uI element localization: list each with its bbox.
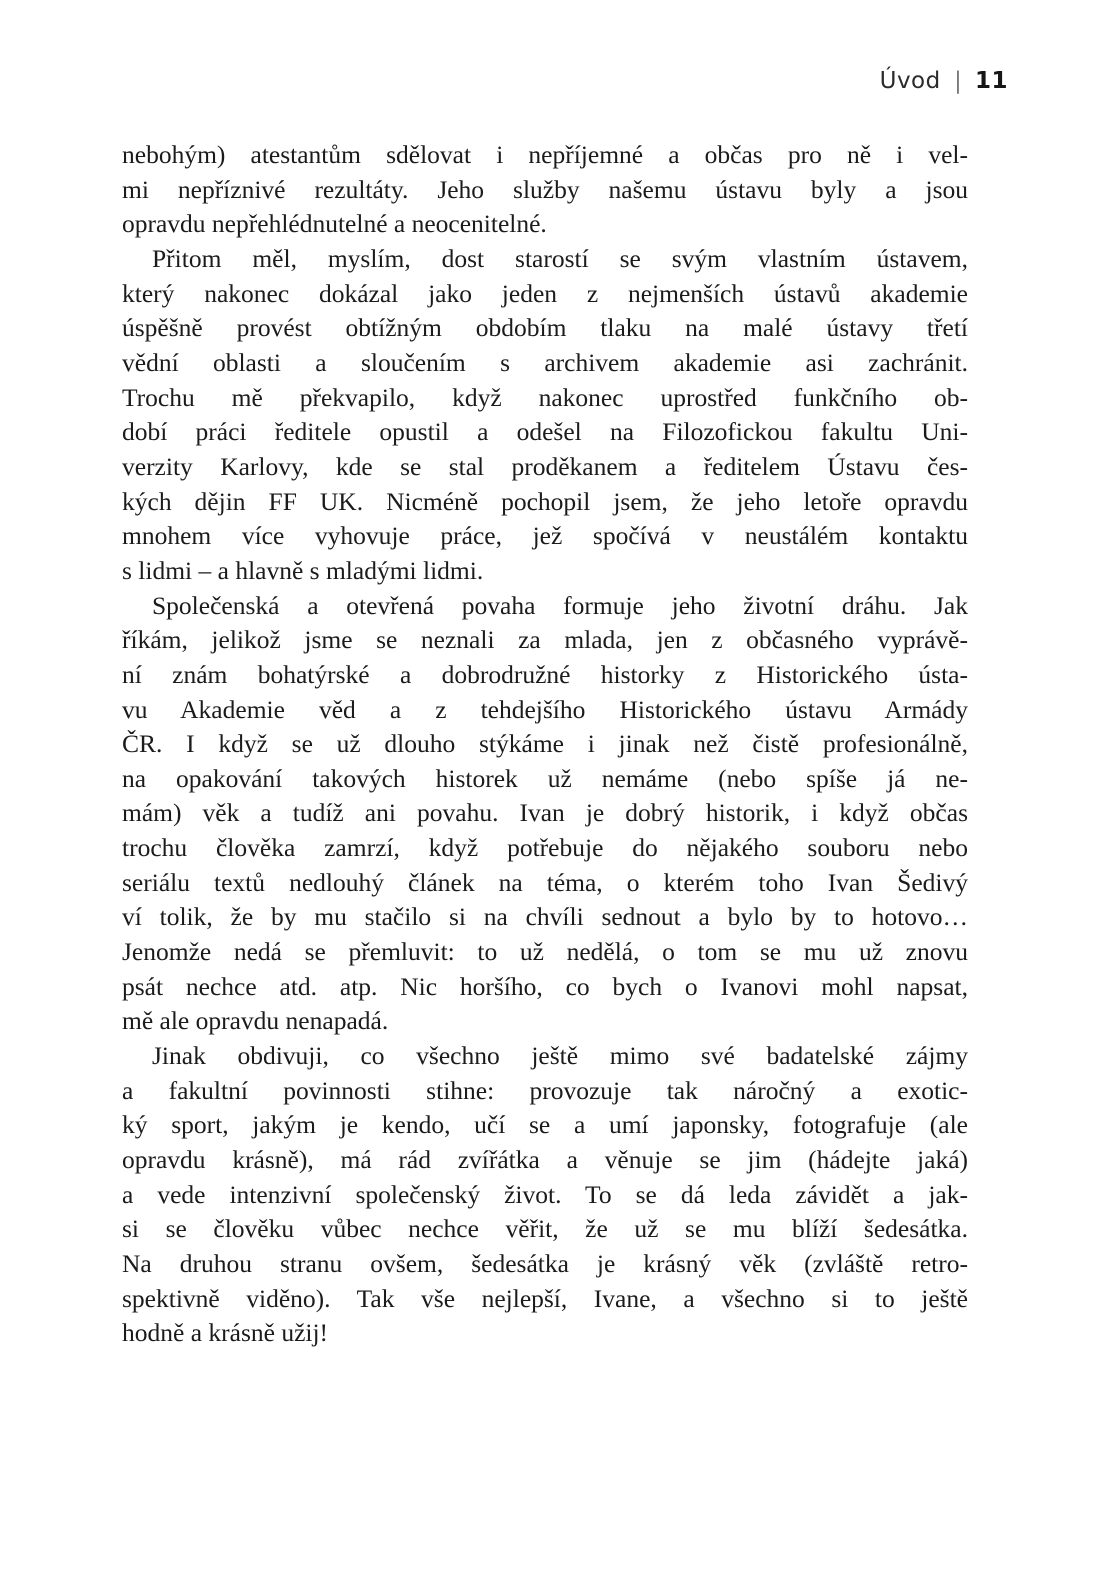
text-line: psát nechce atd. atp. Nic horšího, co bych o Ivanovi mohl napsat, <box>122 971 968 1001</box>
text-line: vědní oblasti a sloučením s archivem akademie asi zachránit. <box>122 347 968 377</box>
text-line: kých dějin FF UK. Nicméně pochopil jsem, že jeho letoře opravdu <box>122 486 968 516</box>
text-line: seriálu textů nedlouhý článek na téma, o kterém toho Ivan Šedivý <box>122 867 968 897</box>
text-line: mnohem více vyhovuje práce, jež spočívá v neustálém kontaktu <box>122 521 968 551</box>
text-line: verzity Karlovy, kde se stal proděkanem a ředitelem Ústavu čes- <box>122 451 968 481</box>
section-title: Úvod <box>879 68 941 94</box>
text-line: Společenská a otevřená povaha formuje jeho životní dráhu. Jak <box>152 590 968 620</box>
text-line: na opakování takových historek už nemáme (nebo spíše já ne- <box>122 763 968 793</box>
text-line: si se člověku vůbec nechce věřit, že už se mu blíží šedesátka. <box>122 1214 968 1244</box>
text-line: spektivně viděno). Tak vše nejlepší, Ivane, a všechno si to ještě <box>122 1283 968 1313</box>
text-line: Přitom měl, myslím, dost starostí se svým vlastním ústavem, <box>152 243 968 273</box>
paragraph <box>122 138 968 242</box>
text-line: mi nepříznivé rezultáty. Jeho služby našemu ústavu byly a jsou <box>122 174 968 204</box>
paragraph <box>122 242 968 589</box>
paragraph <box>122 589 968 1040</box>
body-text <box>122 138 968 1351</box>
text-line: ký sport, jakým je kendo, učí se a umí japonsky, fotografuje (ale <box>122 1110 968 1140</box>
text-line: opravdu krásně), má rád zvířátka a věnuje se jim (hádejte jaká) <box>122 1145 968 1175</box>
text-line: Trochu mě překvapilo, když nakonec uprostřed funkčního ob- <box>122 382 968 412</box>
text-line: a fakultní povinnosti stihne: provozuje tak náročný a exotic- <box>122 1075 968 1105</box>
text-line: Na druhou stranu ovšem, šedesátka je krásný věk (zvláště retro- <box>122 1249 968 1278</box>
text-line: ní znám bohatýrské a dobrodružné historky z Historického ústa- <box>122 659 968 689</box>
text-line: trochu člověka zamrzí, když potřebuje do nějakého souboru nebo <box>122 833 968 863</box>
text-line: mám) věk a tudíž ani povahu. Ivan je dobrý historik, i když občas <box>122 798 968 828</box>
text-line: mě ale opravdu nenapadá. <box>122 1006 389 1036</box>
text-line: ČR. I když se už dlouho stýkáme i jinak než čistě profesionálně, <box>122 729 968 759</box>
text-line: který nakonec dokázal jako jeden z nejmenších ústavů akademie <box>122 278 968 308</box>
text-line: ví tolik, že by mu stačilo si na chvíli sednout a bylo by to hotovo… <box>122 902 968 932</box>
header-separator: | <box>954 68 961 94</box>
page-number: 11 <box>974 68 1008 94</box>
text-line: říkám, jelikož jsme se neznali za mlada, jen z občasného vyprávě- <box>122 625 968 655</box>
text-line: dobí práci ředitele opustil a odešel na Filozofickou fakultu Uni- <box>122 417 968 447</box>
paragraph <box>122 1039 968 1351</box>
text-line: a vede intenzivní společenský život. To se dá leda závidět a jak- <box>122 1179 968 1209</box>
text-line: Jinak obdivuji, co všechno ještě mimo své badatelské zájmy <box>152 1041 968 1071</box>
text-line: nebohým) atestantům sdělovat i nepříjemné a občas pro ně i vel- <box>122 140 968 169</box>
page-header <box>880 68 1008 94</box>
text-line: vu Akademie věd a z tehdejšího Historického ústavu Armády <box>122 694 968 724</box>
text-line: úspěšně provést obtížným obdobím tlaku na malé ústavy třetí <box>122 313 968 343</box>
text-line: hodně a krásně užij! <box>122 1318 329 1348</box>
text-line: Jenomže nedá se přemluvit: to už nedělá, o tom se mu už znovu <box>122 937 968 967</box>
text-line: opravdu nepřehlédnutelné a neocenitelné. <box>122 209 547 239</box>
text-line: s lidmi – a hlavně s mladými lidmi. <box>122 555 484 585</box>
